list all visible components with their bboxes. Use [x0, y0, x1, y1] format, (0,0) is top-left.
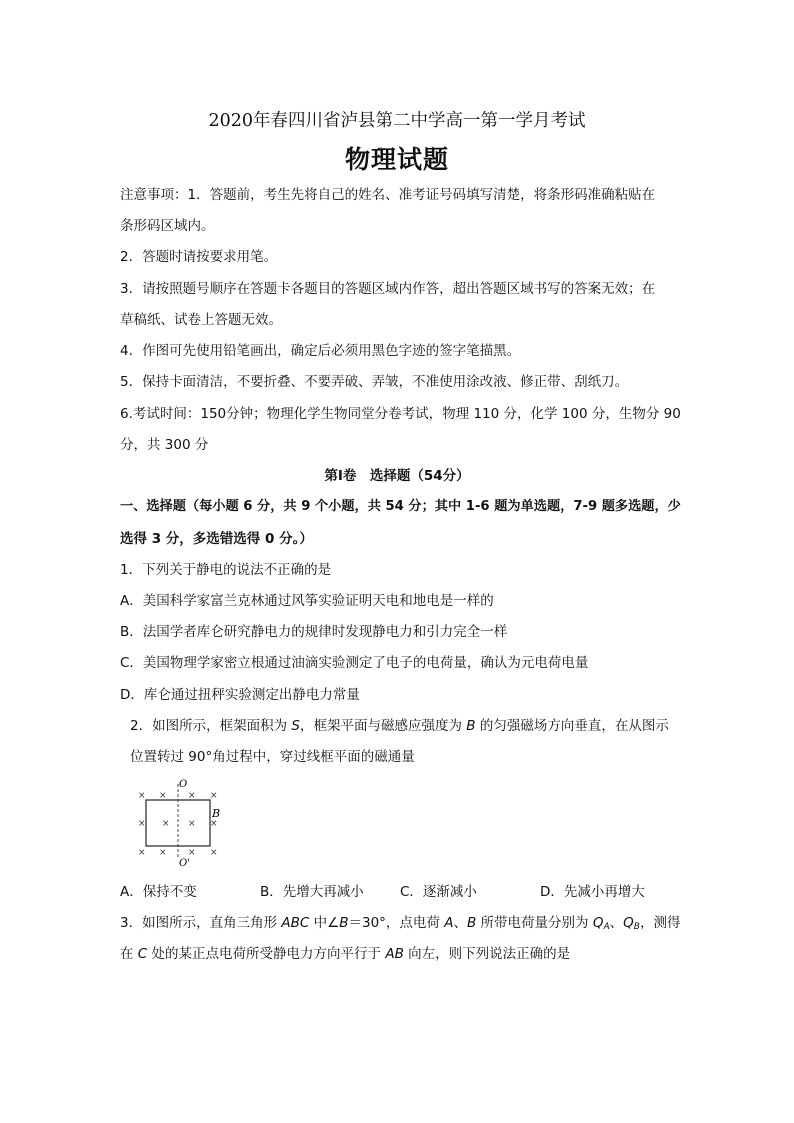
- cross-mark: ×: [210, 848, 218, 858]
- q2-option-a: A．保持不变: [120, 884, 197, 900]
- axis-label-bottom: O': [179, 858, 190, 868]
- cross-mark: ×: [188, 819, 196, 829]
- cross-mark: ×: [210, 819, 218, 829]
- axis-label-top: O: [179, 779, 188, 790]
- exam-title: 2020年春四川省泸县第二中学高一第一学月考试: [208, 111, 586, 131]
- q2-stem-line-1: 2．如图所示，框架面积为 S，框架平面与磁感应强度为 B 的匀强磁场方向垂直，在从图示: [130, 718, 669, 734]
- note-line-6: 4．作图可先使用铅笔画出，确定后必须用黑色字迹的签字笔描黑。: [120, 343, 521, 359]
- note-line-9: 分，共 300 分: [120, 437, 209, 453]
- q1-stem: 1．下列关于静电的说法不正确的是: [120, 562, 332, 578]
- cross-mark: ×: [188, 848, 196, 858]
- cross-mark: ×: [159, 791, 167, 801]
- q1-option-b: B．法国学者库仑研究静电力的规律时发现静电力和引力完全一样: [120, 624, 508, 640]
- q3-stem-line-1: 3．如图所示，直角三角形 ABC 中∠B＝30°，点电荷 A、B 所带电荷量分别为 $Q_A$、$Q_B$，测得: [120, 915, 681, 932]
- magnetic-frame-figure: [126, 776, 230, 868]
- q2-option-c: C．逐渐减小: [400, 884, 477, 900]
- cross-mark: ×: [159, 848, 167, 858]
- note-line-1: 注意事项：1．答题前，考生先将自己的姓名、准考证号码填写清楚，将条形码准确粘贴在: [120, 187, 656, 203]
- q1-option-d: D．库仑通过扭秤实验测定出静电力常量: [120, 687, 360, 703]
- section-heading: 第Ⅰ卷 选择题（54分）: [324, 468, 470, 484]
- cross-mark: ×: [210, 791, 218, 801]
- q2-option-b: B．先增大再减小: [260, 884, 364, 900]
- cross-mark: ×: [188, 791, 196, 801]
- note-line-4: 3．请按照题号顺序在答题卡各题目的答题区域内作答，超出答题区域书写的答案无效；在: [120, 281, 656, 297]
- note-line-3: 2．答题时请按要求用笔。: [120, 249, 278, 265]
- q1-option-a: A．美国科学家富兰克林通过风筝实验证明天电和地电是一样的: [120, 593, 494, 609]
- section-instruction-1: 一、选择题（每小题 6 分，共 9 个小题，共 54 分；其中 1-6 题为单选题，7-9 题多选题，少: [120, 499, 681, 514]
- cross-mark: ×: [162, 819, 170, 829]
- section-instruction-2: 选得 3 分，多选错选得 0 分。）: [120, 531, 313, 547]
- q2-options: [120, 882, 680, 902]
- cross-mark: ×: [138, 848, 146, 858]
- q1-option-c: C．美国物理学家密立根通过油滴实验测定了电子的电荷量，确认为元电荷电量: [120, 655, 589, 671]
- cross-mark: ×: [138, 819, 146, 829]
- note-line-2: 条形码区域内。: [120, 218, 215, 234]
- field-label: B: [212, 807, 221, 820]
- subject-title: 物理试题: [344, 145, 449, 174]
- q2-stem-line-2: 位置转过 90°角过程中，穿过线框平面的磁通量: [130, 749, 415, 765]
- note-line-5: 草稿纸、试卷上答题无效。: [120, 312, 282, 328]
- note-line-7: 5．保持卡面清洁，不要折叠、不要弄破、弄皱，不准使用涂改液、修正带、刮纸刀。: [120, 374, 629, 390]
- q2-option-d: D．先减小再增大: [540, 884, 645, 900]
- q3-stem-line-2: 在 C 处的某正点电荷所受静电力方向平行于 AB 向左，则下列说法正确的是: [120, 946, 571, 962]
- note-line-8: 6.考试时间：150分钟；物理化学生物同堂分卷考试，物理 110 分，化学 100 分，生物分 90: [120, 406, 681, 422]
- cross-mark: ×: [138, 791, 146, 801]
